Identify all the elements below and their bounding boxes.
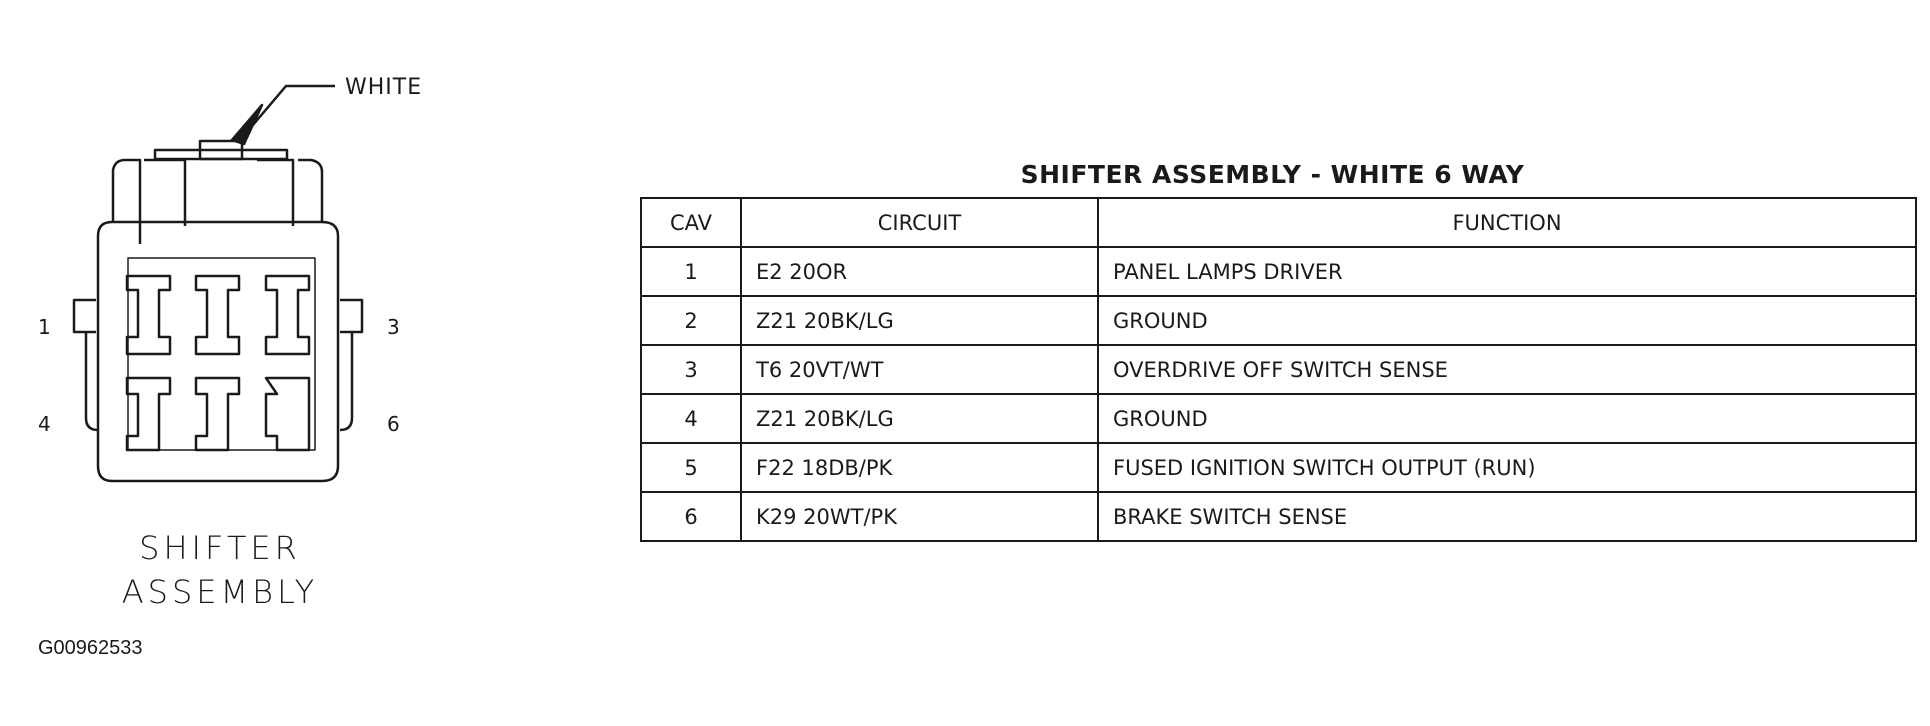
table-title: SHIFTER ASSEMBLY - WHITE 6 WAY <box>1020 160 1525 189</box>
table-row <box>641 247 1916 296</box>
connector-name-line2: ASSEMBLY <box>121 573 319 611</box>
connector-face-diagram <box>0 0 640 726</box>
cell-function: FUSED IGNITION SWITCH OUTPUT (RUN) <box>1098 443 1916 492</box>
cell-cav: 4 <box>641 394 741 443</box>
table-row <box>641 296 1916 345</box>
table-row <box>641 345 1916 394</box>
table-row <box>641 394 1916 443</box>
figure-id: G00962533 <box>38 637 143 659</box>
wire-color-label: WHITE <box>345 75 423 100</box>
white-arrowhead <box>232 105 262 144</box>
cell-cav: 6 <box>641 492 741 541</box>
latch-bar <box>155 150 287 159</box>
pinout-table <box>640 197 1917 542</box>
housing-outer <box>98 222 338 481</box>
connector-name <box>100 526 340 614</box>
header-cav: CAV <box>641 198 741 247</box>
cell-cav: 2 <box>641 296 741 345</box>
cavity-2 <box>196 276 239 354</box>
left-side-latch <box>74 300 96 332</box>
right-side-arm <box>340 332 352 430</box>
table-header-row <box>641 198 1916 247</box>
cell-circuit: F22 18DB/PK <box>741 443 1098 492</box>
right-outer-post <box>298 160 322 222</box>
cell-circuit: Z21 20BK/LG <box>741 394 1098 443</box>
cavity-5 <box>196 378 239 450</box>
left-side-arm <box>86 332 98 430</box>
right-inner-post <box>257 160 293 226</box>
cell-cav: 1 <box>641 247 741 296</box>
pin-label-4: 4 <box>38 412 51 436</box>
header-circuit: CIRCUIT <box>741 198 1098 247</box>
pin-label-3: 3 <box>387 315 400 339</box>
cell-cav: 3 <box>641 345 741 394</box>
cell-function: GROUND <box>1098 394 1916 443</box>
cell-function: OVERDRIVE OFF SWITCH SENSE <box>1098 345 1916 394</box>
pin-label-6: 6 <box>387 412 400 436</box>
cavity-3 <box>266 276 309 354</box>
cell-function: BRAKE SWITCH SENSE <box>1098 492 1916 541</box>
cell-cav: 5 <box>641 443 741 492</box>
cell-circuit: T6 20VT/WT <box>741 345 1098 394</box>
pin-label-1: 1 <box>38 315 51 339</box>
cell-circuit: Z21 20BK/LG <box>741 296 1098 345</box>
cavity-4 <box>127 378 170 450</box>
header-function: FUNCTION <box>1098 198 1916 247</box>
connector-name-line1: SHIFTER <box>139 529 301 567</box>
right-side-latch <box>340 300 362 332</box>
cell-circuit: E2 20OR <box>741 247 1098 296</box>
table-row <box>641 492 1916 541</box>
cell-function: GROUND <box>1098 296 1916 345</box>
cavity-6 <box>266 378 309 450</box>
cavity-1 <box>127 276 170 354</box>
left-inner-post <box>144 160 185 226</box>
table-row <box>641 443 1916 492</box>
cell-circuit: K29 20WT/PK <box>741 492 1098 541</box>
left-outer-post <box>113 160 140 244</box>
cell-function: PANEL LAMPS DRIVER <box>1098 247 1916 296</box>
